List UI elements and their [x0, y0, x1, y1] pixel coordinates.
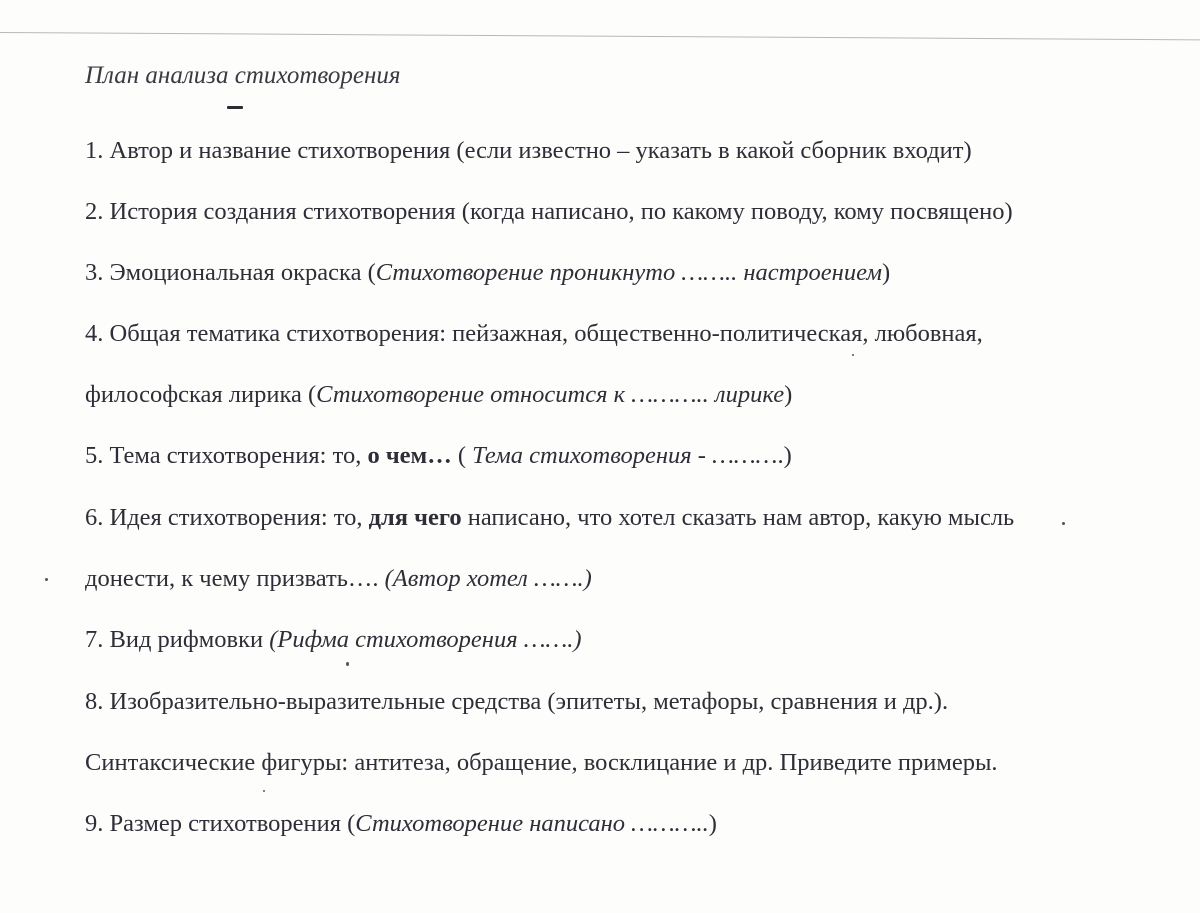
item-5-close: .): [777, 442, 792, 469]
item-5: [85, 442, 792, 470]
item-6-line-2: [85, 565, 592, 593]
item-6-rest: написано, что хотел сказать нам автор, какую мысль: [461, 504, 1015, 531]
scan-speck: [263, 790, 265, 792]
item-7: [85, 626, 582, 654]
item-4-template: Стихотворение относится к ……….. лирике: [316, 381, 785, 408]
item-3-close: ): [881, 259, 891, 286]
item-4-line-2: [85, 381, 792, 409]
item-9-template: Стихотворение написано ………..: [355, 810, 709, 837]
item-9-close: ): [708, 810, 717, 837]
item-6-text: 6. Идея стихотворения: то,: [85, 504, 369, 531]
item-4-text: философская лирика (: [85, 381, 317, 408]
item-8-line-1: 8. Изобразительно-выразительные средства (эпитеты, метафоры, сравнения и др.).: [85, 688, 949, 715]
item-3: [85, 259, 890, 287]
scan-speck: [1062, 522, 1065, 525]
item-2: 2. История создания стихотворения (когда написано, по какому поводу, кому посвящено): [85, 198, 1013, 225]
item-6-bold: для чего: [368, 504, 462, 531]
item-6-line-1: [85, 504, 1014, 532]
item-7-text: 7. Вид рифмовки: [85, 626, 270, 653]
pen-mark: [227, 106, 243, 109]
scan-speck: [45, 578, 48, 581]
item-4-line-1: 4. Общая тематика стихотворения: пейзажная, общественно-политическая, любовная,: [85, 320, 983, 347]
item-3-text: 3. Эмоциональная окраска (: [85, 259, 376, 286]
item-8-line-2: Синтаксические фигуры: антитеза, обращение, восклицание и др. Приведите примеры.: [85, 749, 998, 776]
scan-speck: [346, 662, 349, 666]
item-1: 1. Автор и название стихотворения (если известно – указать в какой сборник входит): [85, 137, 972, 164]
item-7-template: (Рифма стихотворения …….): [269, 626, 582, 653]
top-edge-line: [0, 32, 1200, 40]
item-5-template: Тема стихотворения - ………: [472, 442, 778, 469]
item-5-bold: о чем…: [367, 442, 452, 469]
item-6-template: (Автор хотел …….): [384, 565, 592, 592]
document-title: План анализа стихотворения: [85, 62, 401, 89]
item-3-template: Стихотворение проникнуто …….. настроением: [375, 259, 882, 286]
item-6-text-2: донести, к чему призвать….: [85, 565, 385, 592]
item-9-text: 9. Размер стихотворения (: [85, 810, 356, 837]
item-4-close: ): [784, 381, 793, 408]
item-9: [85, 810, 717, 838]
item-5-mid: (: [451, 442, 473, 469]
item-5-text: 5. Тема стихотворения: то,: [85, 442, 368, 469]
scan-speck: [852, 354, 854, 356]
